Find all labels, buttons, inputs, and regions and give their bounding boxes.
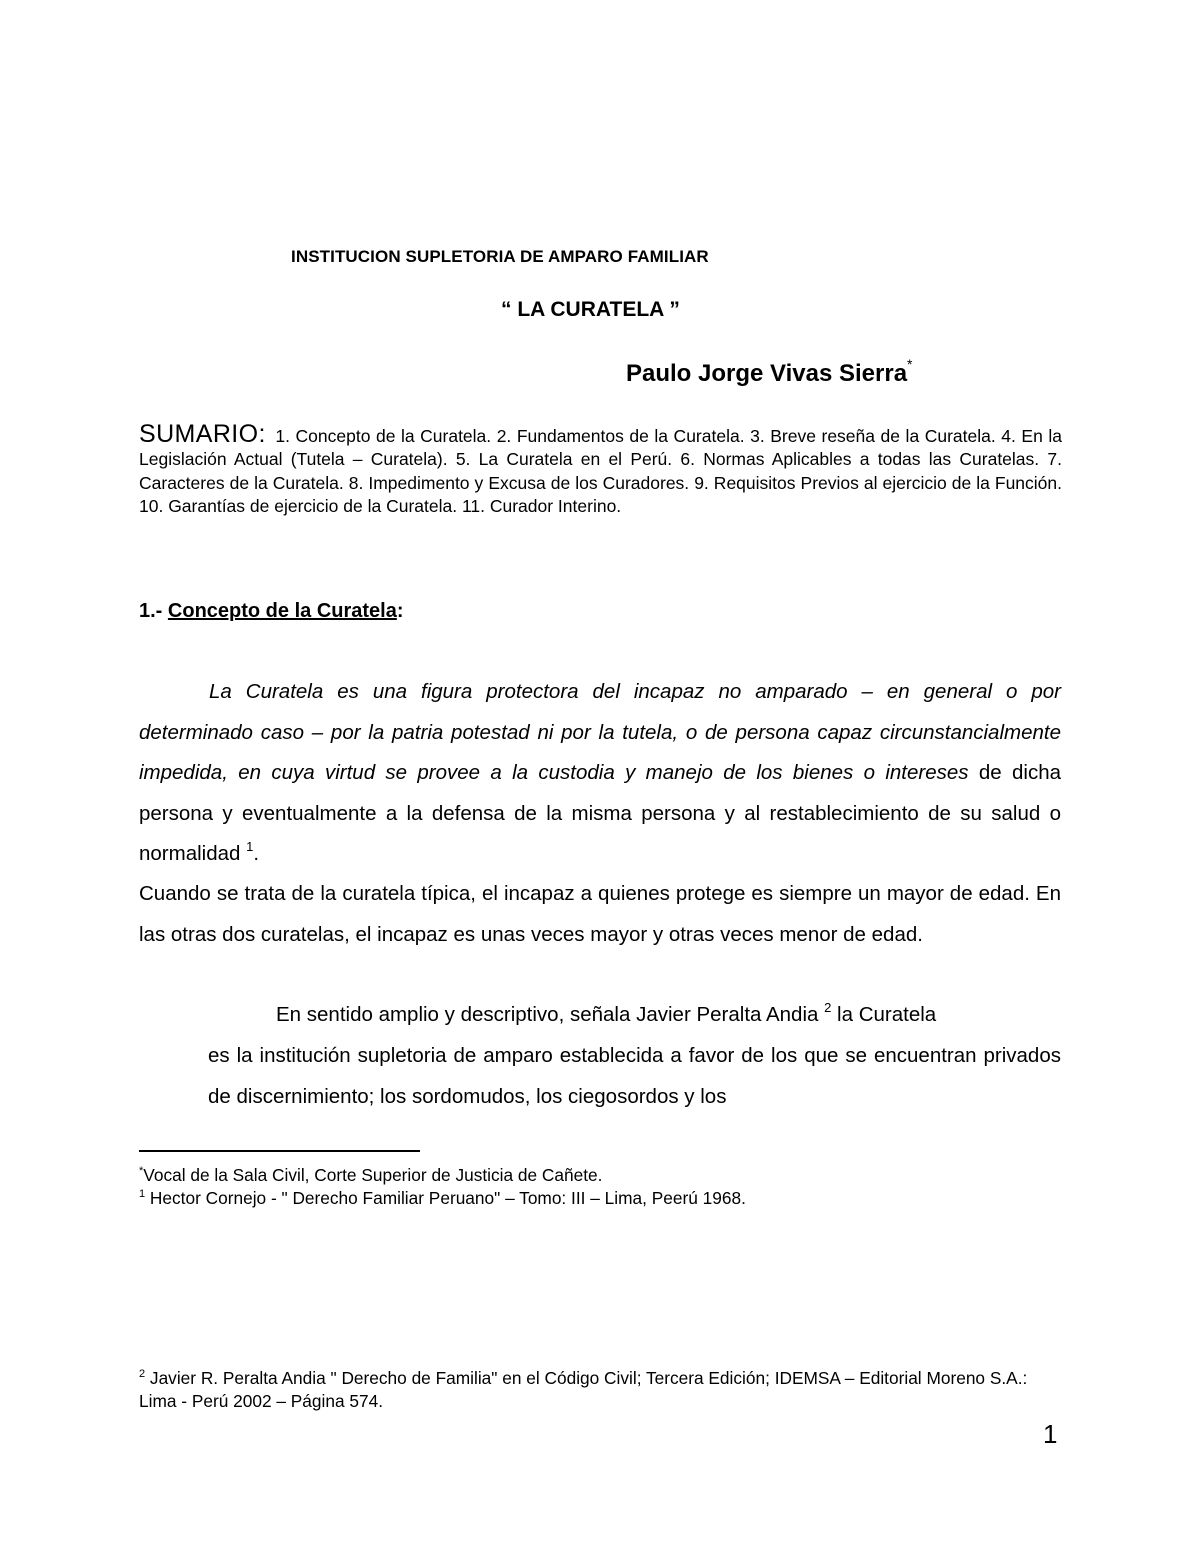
institution-title: INSTITUCION SUPLETORIA DE AMPARO FAMILIAR [291,247,709,266]
section-colon: : [396,600,404,622]
definition-text: de dicha persona y eventualmente a la defensa de la misma persona y al restablecimiento de su salud o normalidad [139,761,1061,865]
author-name [626,356,913,388]
footnote-2-text: Javier R. Peralta Andia " Derecho de Familia" en el Código Civil; Tercera Edición; IDEMSA – Editorial Moreno S.A.: Lima - Perú 2002 – Página 574. [139,1368,1028,1411]
footnote-2-mark: 2 [139,1368,146,1380]
footnote-ref-2[interactable]: 2 [824,1000,832,1015]
page-number: 1 [1043,1419,1058,1449]
footnote-1-text: Hector Cornejo - " Derecho Familiar Peruano" – Tomo: III – Lima, Peerú 1968. [145,1188,746,1208]
definition-italic-text: La Curatela es una figura protectora del incapaz no amparado – en general o por determinado caso – por la patria potestad ni por la tutela, o de persona capaz circunstancialmente impedida, en cuya virtud se provee a la custodia y manejo de los bienes o intereses [139,680,1061,784]
summary-block [139,420,1062,519]
section-heading [139,600,404,623]
footnote-author [139,1164,1059,1187]
footnote-star-mark: * [139,1165,144,1177]
section-number: 1.- [139,600,168,622]
author-text: Paulo Jorge Vivas Sierra [626,360,908,387]
peralta-text-start: En sentido amplio y descriptivo, señala Javier Peralta Andia [276,1003,825,1026]
summary-text: 1. Concepto de la Curatela. 2. Fundamentos de la Curatela. 3. Breve reseña de la Curatela. 4. En la Legislación Actual (Tutela – Curatela). 5. La Curatela en el Perú. 6. Normas Aplicables a todas las Curatelas. 7. Caracteres de la Curatela. 8. Impedimento y Excusa de los Curadores. 9. Requisitos Previos al ejercicio de la Función. 10. Garantías de ejercicio de la Curatela. 11. Curador Interino. [139,426,1062,517]
peralta-text-after: la Curatela [831,1003,937,1026]
footnote-separator [139,1150,420,1152]
paragraph-definition [139,672,1061,875]
author-footnote-mark: * [907,356,913,372]
definition-end: . [253,842,260,865]
section-title: Concepto de la Curatela [167,600,397,622]
paragraph-peralta-rest: es la institución supletoria de amparo establecida a favor de los que se encuentran privados de discernimiento; los sordomudos, los ciegosordos y los [208,1044,1061,1108]
paragraph-peralta-first-line [276,995,1061,1036]
summary-label: SUMARIO: [139,420,266,448]
footnote-1 [139,1187,1059,1210]
footnote-1-mark: 1 [139,1188,146,1200]
footnote-ref-1[interactable]: 1 [246,839,254,854]
footnote-2 [139,1367,1059,1412]
paragraph-typical-curatela: Cuando se trata de la curatela típica, el incapaz a quienes protege es siempre un mayor de edad. En las otras dos curatelas, el incapaz es unas veces mayor y otras veces menor de edad. [139,882,1061,946]
main-title: “ LA CURATELA ” [501,298,680,321]
footnote-star-text: Vocal de la Sala Civil, Corte Superior de Justicia de Cañete. [143,1165,603,1185]
